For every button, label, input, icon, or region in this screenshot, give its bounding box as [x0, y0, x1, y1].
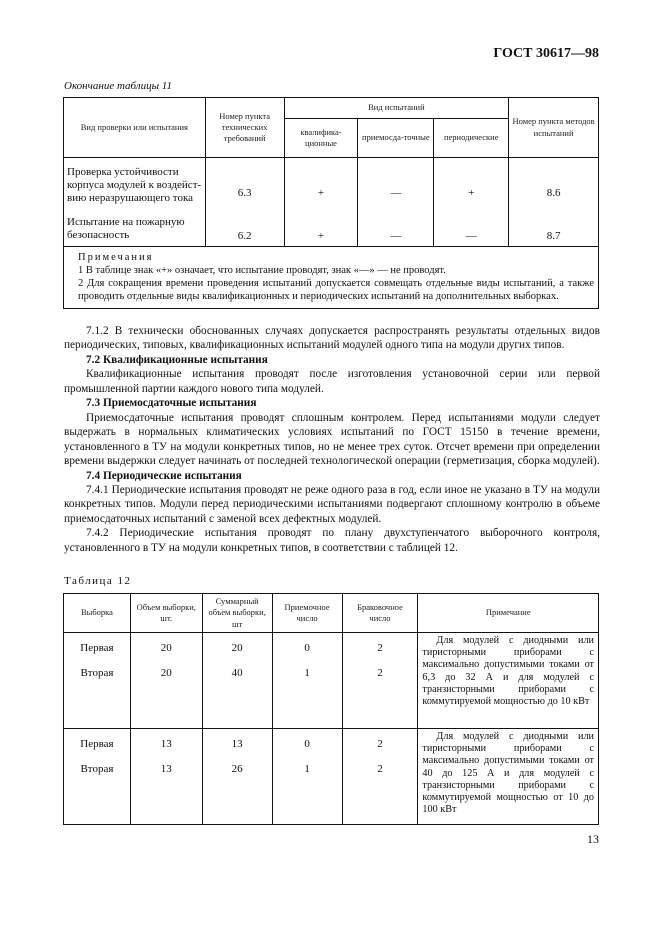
t12-header-accept-number: Приемочное число: [272, 594, 342, 633]
table11-caption: Окончание таблицы 11: [64, 80, 172, 92]
t12-g1-r1-total: 20: [231, 642, 243, 654]
t12-g2-r1-total: 13: [231, 738, 243, 750]
t12-g2-volume: [130, 729, 202, 825]
t11-row1-accept: —: [358, 158, 434, 208]
t12-g1-note: [418, 633, 599, 729]
t12-g2-r2-sample: Вторая: [80, 763, 114, 776]
table-row: [64, 158, 599, 208]
t12-g2-sample: [64, 729, 131, 825]
section-7-4-heading: 7.4 Периодические испытания: [86, 469, 242, 482]
t11-row2-qual: +: [284, 208, 358, 247]
t12-g1-r1-sample: Первая: [80, 642, 114, 654]
paragraph-7-4-2: 7.4.2 Периодические испытания проводят по плану двухступенчатого выборочного контроля, установленного в ТУ на модули конкретных типов, в соответствии с таблицей 12.: [64, 527, 600, 554]
t12-g1-r1-reject: 2: [377, 642, 383, 654]
section-7-3-heading: 7.3 Приемосдаточные испытания: [86, 397, 257, 410]
t11-header-method-clause: Номер пункта методов испытаний: [509, 98, 599, 158]
t11-header-check-type: Вид проверки или испытания: [64, 98, 206, 158]
t11-header-periodic: периодические: [434, 119, 509, 158]
t12-g1-r2-reject: 2: [377, 667, 383, 680]
t11-row1-periodic: +: [434, 158, 509, 208]
t11-row2-periodic: —: [434, 208, 509, 247]
body-text: [64, 324, 600, 555]
t11-header-acceptance: приемосда-точные: [358, 119, 434, 158]
t12-g2-r1-reject: 2: [377, 738, 383, 750]
t12-g2-r2-volume: 13: [160, 763, 172, 776]
table-row: [64, 633, 599, 729]
t12-g2-note-text: Для модулей с диодными или тиристорными приборами с максимально допустимыми токами от 40 до 125 А и для модулей с транзисторными приборами с коммутируемой мощностью от 10 до 100 кВт: [422, 731, 594, 816]
t11-row1-method: 8.6: [509, 158, 599, 208]
t11-notes: [64, 246, 599, 309]
t12-g2-r2-accept: 1: [304, 763, 310, 776]
t12-g1-r2-volume: 20: [160, 667, 172, 680]
table-11: [63, 97, 599, 309]
document-id: ГОСТ 30617—98: [493, 46, 599, 61]
t11-note-2: 2 Для сокращения времени проведения испытаний допускается совмещать отдельные виды испытаний, а также проводить отдельные виды квалификационных и периодических испытаний на дополнительных выборках.: [78, 278, 594, 303]
paragraph-7-3: Приемосдаточные испытания проводят сплошным контролем. Перед испытаниями модули следует выдержать в нормальных климатических условиях испытаний по ГОСТ 15150 в течение времени, установленного в ТУ на модули конкретных типов, но не менее трех суток. Отсчет времени при определении времени выдержки следует начинать от последней технологической операции (герметизация, сборка модулей).: [64, 411, 600, 468]
t11-header-qualification: квалифика-ционные: [284, 119, 358, 158]
t12-g1-r1-volume: 20: [160, 642, 172, 654]
t12-g2-accept: [272, 729, 342, 825]
t11-header-req-clause: Номер пункта технических требований: [205, 98, 284, 158]
t11-row1-qual: +: [284, 158, 358, 208]
paragraph-7-1-2: 7.1.2 В технически обоснованных случаях допускается распространять результаты отдельных видов периодических, типовых, квалификационных испытаний модулей одного типа на модули других типов.: [64, 325, 600, 352]
t12-g1-r2-accept: 1: [304, 667, 310, 680]
t12-g2-r1-volume: 13: [160, 738, 172, 750]
paragraph-7-2: Квалификационные испытания проводят после изготовления установочной серии или первой промышленной партии каждого нового типа модулей.: [64, 368, 600, 395]
t12-header-volume: Объем выборки, шт.: [130, 594, 202, 633]
t12-g2-r1-accept: 0: [304, 738, 310, 750]
t12-header-sample: Выборка: [64, 594, 131, 633]
table-row: [64, 729, 599, 825]
t12-header-note: Примечание: [418, 594, 599, 633]
t11-row1-req: 6.3: [205, 158, 284, 208]
t12-g1-r2-total: 40: [231, 667, 243, 680]
t12-g1-accept: [272, 633, 342, 729]
t12-g1-note-text: Для модулей с диодными или тиристорными приборами с максимально допустимыми токами от 6,3 до 32 А и для модулей с транзисторными приборами с коммутируемой мощностью до 10 кВт: [422, 635, 594, 708]
section-7-2-heading: 7.2 Квалификационные испытания: [86, 353, 268, 366]
t11-note-1: 1 В таблице знак «+» означает, что испытание проводят, знак «—» — не проводят.: [78, 265, 446, 277]
t11-row2-name: Испытание на пожарную безопасность: [64, 208, 206, 247]
page-number: 13: [587, 832, 599, 846]
t12-g2-total: [202, 729, 272, 825]
t11-row2-accept: —: [358, 208, 434, 247]
t11-row2-req: 6.2: [205, 208, 284, 247]
table-12: [63, 593, 599, 825]
t11-row1-name: Проверка устойчивости корпуса модулей к воздейст-вию неразрушающего тока: [64, 158, 206, 208]
t12-g1-reject: [342, 633, 418, 729]
t11-row2-method: 8.7: [509, 208, 599, 247]
paragraph-7-4-1: 7.4.1 Периодические испытания проводят не реже одного раза в год, если иное не указано в ТУ на модули конкретных типов. Модули перед периодическими испытаниями подвергают сплошному контролю в объеме приемосдаточных испытаний с заменой всех дефектных модулей.: [64, 483, 600, 525]
table12-caption: Таблица 12: [64, 575, 132, 587]
t12-g2-r2-reject: 2: [377, 763, 383, 776]
t12-g1-total: [202, 633, 272, 729]
t12-g2-r2-total: 26: [231, 763, 243, 776]
t12-g1-sample: [64, 633, 131, 729]
t11-notes-title: Примечания: [78, 251, 154, 263]
t11-header-test-types: Вид испытаний: [284, 98, 509, 119]
t12-g1-r2-sample: Вторая: [80, 667, 114, 680]
t12-g2-r1-sample: Первая: [80, 738, 114, 750]
t12-g1-volume: [130, 633, 202, 729]
table-row: [64, 208, 599, 247]
t12-header-reject-number: Браковочное число: [342, 594, 418, 633]
t12-header-total: Суммарный объем выборки, шт: [202, 594, 272, 633]
t12-g1-r1-accept: 0: [304, 642, 310, 654]
t12-g2-note: [418, 729, 599, 825]
t12-g2-reject: [342, 729, 418, 825]
